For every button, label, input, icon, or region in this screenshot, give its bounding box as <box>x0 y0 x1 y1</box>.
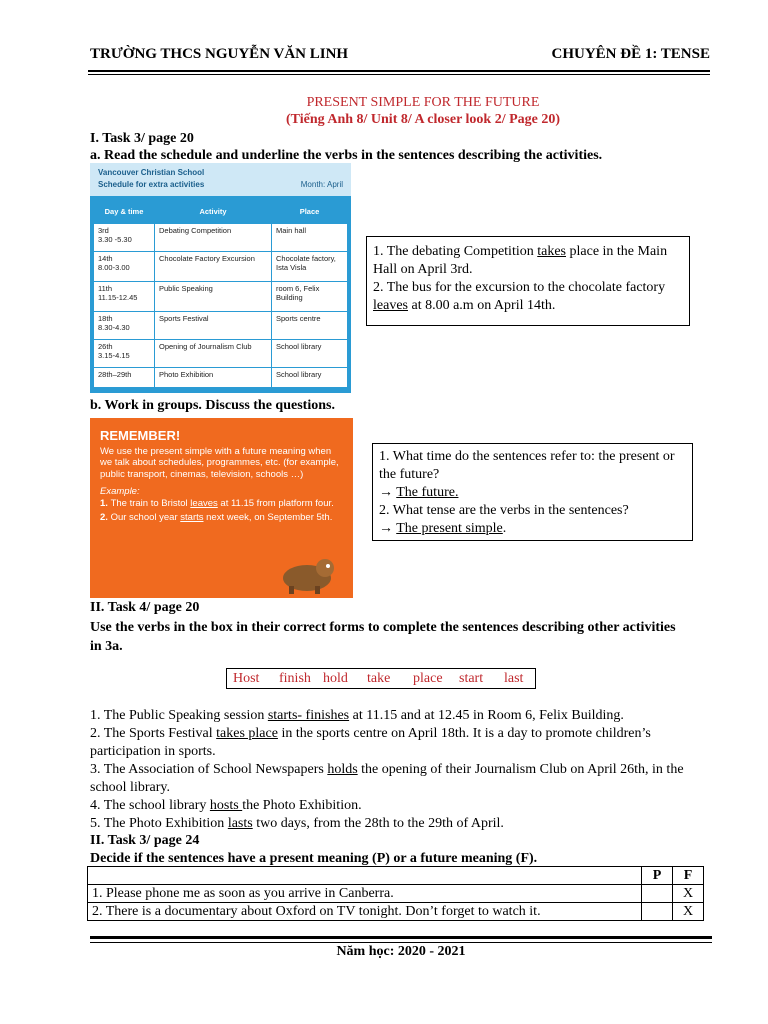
schedule-time: 3.15-4.15 <box>98 351 130 360</box>
arrow-right-icon: → <box>379 485 397 500</box>
schedule-day: 3rd <box>98 226 109 235</box>
pf-row <box>88 885 704 903</box>
pf-row <box>88 903 704 921</box>
pf-p-cell <box>642 903 673 921</box>
schedule-school: Vancouver Christian School <box>98 168 205 177</box>
task1-instruction-b: b. Work in groups. Discuss the questions. <box>90 398 335 413</box>
answer-a2-text: 2. The bus for the excursion to the chocolate factory <box>373 280 666 295</box>
schedule-header <box>90 163 351 196</box>
schedule-day: 26th <box>98 342 113 351</box>
remember-body: We use the present simple with a future meaning when we talk about schedules, programmes, etc. (for example, public transport, cinemas, television, schools …) <box>100 445 339 480</box>
task1-heading: I. Task 3/ page 20 <box>90 131 194 146</box>
schedule-place: School library <box>272 368 348 388</box>
verb-word: start <box>459 671 484 686</box>
schedule-place: School library <box>272 340 348 368</box>
schedule-time: 8.30-4.30 <box>98 323 130 332</box>
answer-a1-text: 1. The debating Competition <box>373 244 538 259</box>
remember-card <box>90 418 353 598</box>
schedule-activity: Public Speaking <box>155 282 272 312</box>
pf-sentence: 2. There is a documentary about Oxford on TV tonight. Don’t forget to watch it. <box>88 903 642 921</box>
remember-example-label: Example: <box>100 486 140 497</box>
header-school: TRƯỜNG THCS NGUYỄN VĂN LINH <box>90 46 349 62</box>
pf-col-p: P <box>642 867 673 885</box>
cartoon-mascot-image <box>277 552 337 594</box>
answer-a2-verb: leaves <box>373 298 408 313</box>
header-topic: CHUYÊN ĐỀ 1: TENSE <box>551 46 710 62</box>
task2-sentence: 5. The Photo Exhibition lasts two days, from the 28th to the 29th of April. <box>90 816 504 831</box>
schedule-activity: Sports Festival <box>155 312 272 340</box>
verb-word: last <box>504 671 524 686</box>
schedule-place: Chocolate factory, Ista Visla <box>272 252 348 282</box>
schedule-activity: Opening of Journalism Club <box>155 340 272 368</box>
task2-sentence: 2. The Sports Festival takes place in the sports centre on April 18th. It is a day to promote children’s participation in sports. <box>90 726 651 759</box>
schedule-row <box>94 224 348 252</box>
task3-instruction: Decide if the sentences have a present meaning (P) or a future meaning (F). <box>90 851 538 866</box>
pf-header-row <box>88 867 704 885</box>
footer-rule-thin <box>90 942 712 943</box>
schedule-place: Sports centre <box>272 312 348 340</box>
schedule-month: Month: April <box>300 180 343 189</box>
verb-word: take <box>367 671 391 686</box>
task2-heading: II. Task 4/ page 20 <box>90 600 200 615</box>
answer-b-a2: The present simple <box>396 521 503 536</box>
page-subtitle: (Tiếng Anh 8/ Unit 8/ A closer look 2/ Page 20) <box>285 112 561 127</box>
schedule-place: room 6, Felix Building <box>272 282 348 312</box>
answer-b-a2-line: → The present simple. <box>379 521 507 536</box>
verb-word: Host <box>233 671 260 686</box>
schedule-time: 8.00-3.00 <box>98 263 130 272</box>
task3-heading: II. Task 3/ page 24 <box>90 833 200 848</box>
page-title: PRESENT SIMPLE FOR THE FUTURE <box>306 95 540 110</box>
pf-col-f: F <box>673 867 704 885</box>
schedule-subtitle: Schedule for extra activities <box>98 180 205 189</box>
pf-f-cell: X <box>673 903 704 921</box>
schedule-activity: Chocolate Factory Excursion <box>155 252 272 282</box>
answer-b-a1-line <box>379 484 686 502</box>
task2-sentences <box>90 707 705 833</box>
verb-box <box>226 668 536 689</box>
schedule-row <box>94 368 348 388</box>
verb-word: finish <box>279 671 311 686</box>
schedule-day: 28th–29th <box>98 370 132 379</box>
schedule-table <box>93 198 348 388</box>
remember-example-1: 1. The train to Bristol leaves at 11.15 from platform four. <box>100 497 334 509</box>
answer-b-q2: 2. What tense are the verbs in the sentences? <box>379 503 629 518</box>
verb-word: place <box>413 671 443 686</box>
schedule-col-activity: Activity <box>155 199 272 224</box>
task2-sentence: 4. The school library hosts the Photo Exhibition. <box>90 798 362 813</box>
answer-a1-verb: takes <box>537 244 566 259</box>
pf-table <box>87 866 704 921</box>
schedule-image <box>90 163 351 393</box>
schedule-row <box>94 340 348 368</box>
remember-example-2: 2. Our school year starts next week, on September 5th. <box>100 512 333 523</box>
schedule-row <box>94 282 348 312</box>
remember-title: REMEMBER! <box>100 428 181 443</box>
schedule-activity: Debating Competition <box>155 224 272 252</box>
schedule-day: 18th <box>98 314 113 323</box>
answer-b-q1: 1. What time do the sentences refer to: the present or the future? <box>379 449 675 482</box>
task1-instruction-a: a. Read the schedule and underline the verbs in the sentences describing the activities. <box>90 148 603 163</box>
schedule-place: Main hall <box>272 224 348 252</box>
footer-rule <box>90 936 712 939</box>
task2-sentence: 3. The Association of School Newspapers holds the opening of their Journalism Club on April 26th, in the school library. <box>90 762 684 795</box>
task2-sentence: 1. The Public Speaking session starts- finishes at 11.15 and at 12.45 in Room 6, Felix Building. <box>90 708 624 723</box>
footer-year: Năm học: 2020 - 2021 <box>336 944 466 959</box>
pf-f-cell: X <box>673 885 704 903</box>
schedule-time: 3.30 -5.30 <box>98 235 132 244</box>
schedule-row <box>94 252 348 282</box>
header-rule-thin <box>88 74 710 75</box>
answer-a2-rest: at 8.00 a.m on April 14th. <box>407 298 556 313</box>
task2-instruction: Use the verbs in the box in their correct forms to complete the sentences describing other activities in 3a. <box>90 620 676 654</box>
answer-box-a <box>366 236 690 326</box>
schedule-activity: Photo Exhibition <box>155 368 272 388</box>
answer-a1-rest: place in the Main Hall on April 3rd. <box>373 244 668 277</box>
pf-sentence: 1. Please phone me as soon as you arrive in Canberra. <box>88 885 642 903</box>
schedule-day: 14th <box>98 254 113 263</box>
pf-p-cell <box>642 885 673 903</box>
verb-word: hold <box>323 671 348 686</box>
schedule-day: 11th <box>98 284 113 293</box>
answer-b-a1: The future. <box>396 485 459 500</box>
arrow-right-icon: → <box>379 521 397 536</box>
schedule-row <box>94 312 348 340</box>
schedule-time: 11.15-12.45 <box>98 293 138 302</box>
header-rule <box>88 70 710 72</box>
schedule-col-place: Place <box>272 199 348 224</box>
schedule-col-day: Day & time <box>94 199 155 224</box>
answer-box-b <box>372 443 693 541</box>
